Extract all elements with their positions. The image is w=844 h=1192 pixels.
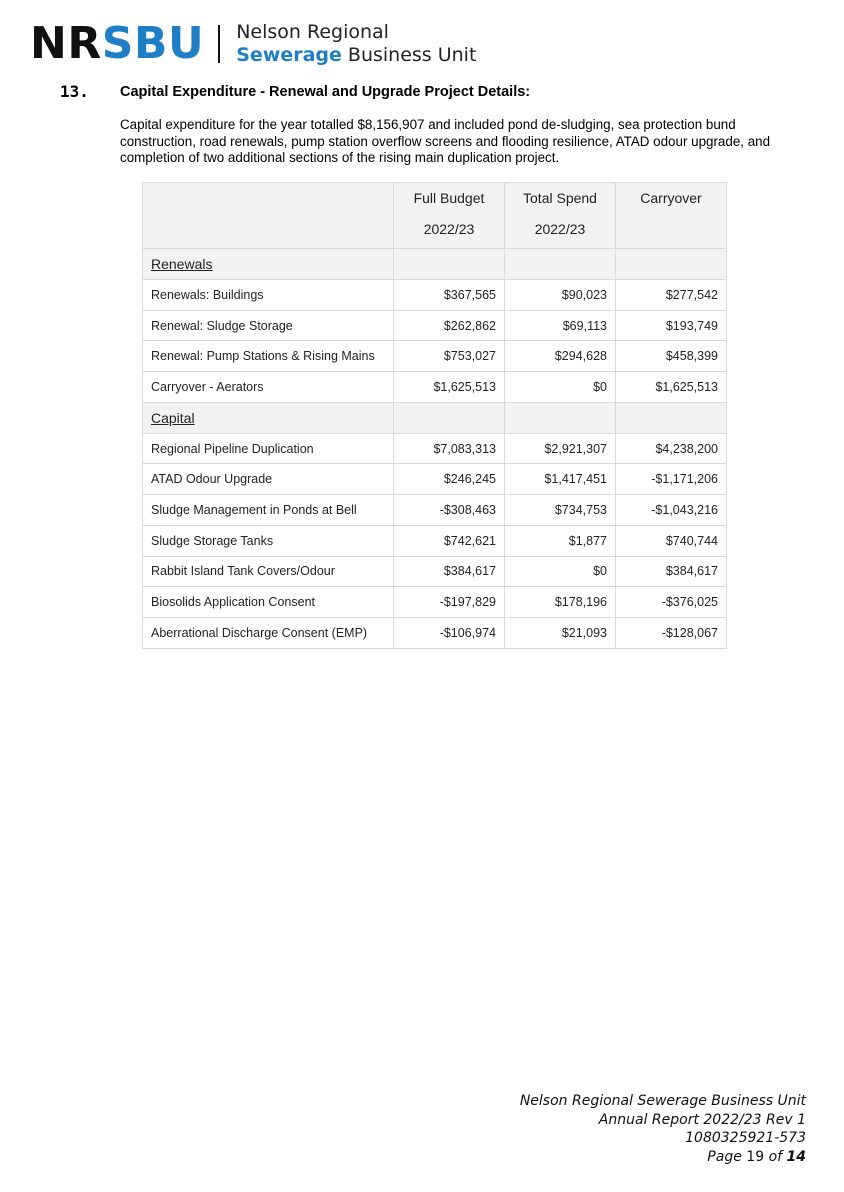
row-spend: $90,023 bbox=[505, 280, 616, 311]
row-spend: $2,921,307 bbox=[505, 433, 616, 464]
row-carryover: -$376,025 bbox=[616, 587, 727, 618]
row-budget: $384,617 bbox=[394, 556, 505, 587]
row-carryover: $277,542 bbox=[616, 280, 727, 311]
row-carryover: $740,744 bbox=[616, 525, 727, 556]
row-item: Sludge Storage Tanks bbox=[143, 525, 394, 556]
row-carryover: -$1,043,216 bbox=[616, 495, 727, 526]
intro-paragraph: Capital expenditure for the year totalled $8,156,907 and included pond de-sludging, sea protection bund construction, road renewals, pump station overflow screens and flooding resilience, ATAD odour upgrade, and completion of two additional sections of the rising main duplication project. bbox=[120, 117, 771, 165]
table-row bbox=[143, 280, 727, 311]
row-item: ATAD Odour Upgrade bbox=[143, 464, 394, 495]
table-row bbox=[143, 433, 727, 464]
table-row bbox=[143, 587, 727, 618]
row-carryover: $1,625,513 bbox=[616, 372, 727, 403]
row-item: Aberrational Discharge Consent (EMP) bbox=[143, 617, 394, 648]
header-full-budget: Full Budget 2022/23 bbox=[394, 183, 505, 249]
row-budget: $7,083,313 bbox=[394, 433, 505, 464]
section-heading-renewals: Renewals bbox=[151, 256, 213, 272]
table-row bbox=[143, 464, 727, 495]
row-spend: $21,093 bbox=[505, 617, 616, 648]
row-item: Biosolids Application Consent bbox=[143, 587, 394, 618]
row-carryover: -$1,171,206 bbox=[616, 464, 727, 495]
footer-doc-id: 1080325921-573 bbox=[685, 1130, 806, 1146]
row-spend: $734,753 bbox=[505, 495, 616, 526]
row-budget: -$308,463 bbox=[394, 495, 505, 526]
row-budget: $262,862 bbox=[394, 310, 505, 341]
row-carryover: $193,749 bbox=[616, 310, 727, 341]
row-carryover: $458,399 bbox=[616, 341, 727, 372]
table-row bbox=[143, 525, 727, 556]
page-footer bbox=[520, 1092, 806, 1166]
table-row bbox=[143, 617, 727, 648]
section-heading-capital: Capital bbox=[151, 409, 195, 426]
row-carryover: -$128,067 bbox=[616, 617, 727, 648]
header-total-spend: Total Spend 2022/23 bbox=[505, 183, 616, 249]
row-budget: -$197,829 bbox=[394, 587, 505, 618]
logo-wordmark: NRSBU bbox=[30, 18, 205, 69]
row-item: Regional Pipeline Duplication bbox=[143, 433, 394, 464]
row-item: Renewal: Pump Stations & Rising Mains bbox=[143, 341, 394, 372]
table-row bbox=[143, 310, 727, 341]
row-spend: $0 bbox=[505, 372, 616, 403]
row-budget: $1,625,513 bbox=[394, 372, 505, 403]
row-item: Sludge Management in Ponds at Bell bbox=[143, 495, 394, 526]
row-carryover: $4,238,200 bbox=[616, 433, 727, 464]
row-item: Rabbit Island Tank Covers/Odour bbox=[143, 556, 394, 587]
row-budget: $367,565 bbox=[394, 280, 505, 311]
footer-org: Nelson Regional Sewerage Business Unit bbox=[519, 1093, 806, 1109]
row-spend: $1,417,451 bbox=[505, 464, 616, 495]
row-item: Renewals: Buildings bbox=[143, 280, 394, 311]
table-header-row bbox=[143, 183, 727, 249]
row-budget: $742,621 bbox=[394, 525, 505, 556]
logo-divider bbox=[218, 25, 220, 63]
header-carryover: Carryover bbox=[616, 183, 727, 249]
table-row bbox=[143, 372, 727, 403]
section-title: Capital Expenditure - Renewal and Upgrade Project Details: bbox=[120, 84, 531, 100]
header-blank-cell bbox=[143, 183, 394, 249]
row-budget: $246,245 bbox=[394, 464, 505, 495]
row-item: Carryover - Aerators bbox=[143, 372, 394, 403]
table-row bbox=[143, 495, 727, 526]
section-row-renewals bbox=[143, 249, 727, 280]
table-row bbox=[143, 556, 727, 587]
capex-table bbox=[142, 182, 727, 649]
footer-report: Annual Report 2022/23 Rev 1 bbox=[598, 1111, 806, 1128]
nrsbu-logo bbox=[30, 18, 476, 70]
row-spend: $1,877 bbox=[505, 525, 616, 556]
row-budget: -$106,974 bbox=[394, 617, 505, 648]
row-spend: $294,628 bbox=[505, 341, 616, 372]
row-item: Renewal: Sludge Storage bbox=[143, 310, 394, 341]
row-spend: $178,196 bbox=[505, 587, 616, 618]
row-carryover: $384,617 bbox=[616, 556, 727, 587]
logo-org-name: Nelson Regional Sewerage Business Unit bbox=[236, 21, 477, 66]
table-row bbox=[143, 341, 727, 372]
row-spend: $0 bbox=[505, 556, 616, 587]
row-budget: $753,027 bbox=[394, 341, 505, 372]
section-number: 13. bbox=[60, 82, 89, 101]
footer-page: Page 19 of 14 bbox=[707, 1148, 806, 1165]
section-row-capital bbox=[143, 402, 727, 433]
row-spend: $69,113 bbox=[505, 310, 616, 341]
